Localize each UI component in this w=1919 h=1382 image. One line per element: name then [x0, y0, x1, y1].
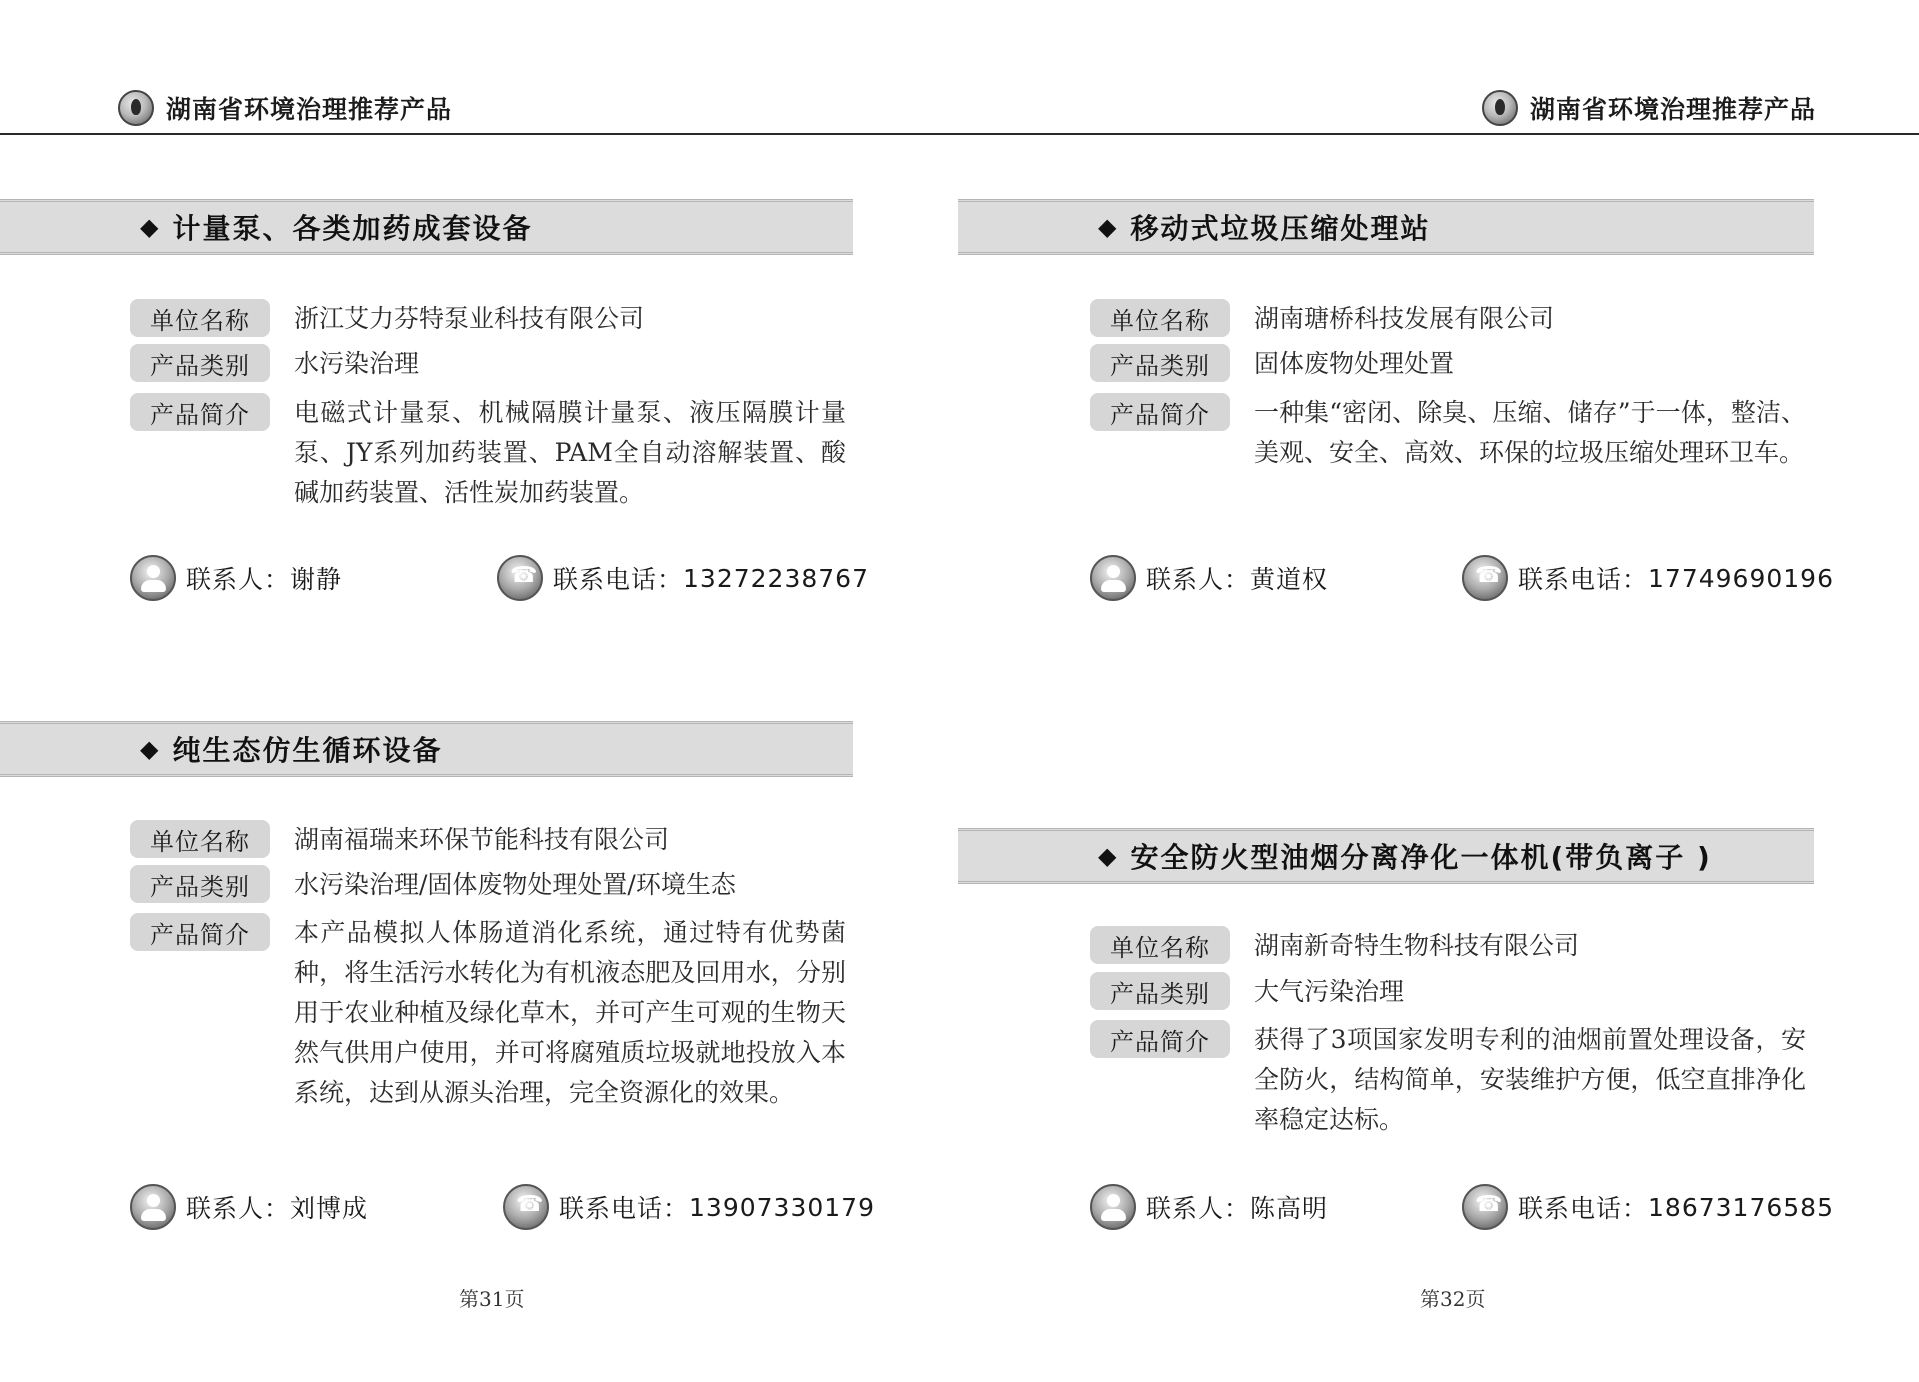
unit-tag: 单位名称 [130, 299, 270, 337]
company-name: 浙江艾力芬特泵业科技有限公司 [294, 304, 645, 333]
product-intro: 电磁式计量泵、机械隔膜计量泵、液压隔膜计量泵、JY系列加药装置、PAM全自动溶解装置、酸碱加药装置、活性炭加药装置。 [294, 398, 846, 507]
contact-phone [1462, 1182, 1834, 1232]
product-title: 计量泵、各类加药成套设备 [172, 212, 533, 245]
company-row [130, 299, 644, 339]
contact-name: 谢静 [290, 565, 343, 594]
person-icon [130, 555, 176, 601]
intro-row [1090, 393, 1806, 473]
phone-number: 13272238767 [683, 563, 869, 593]
product-title-bar [958, 199, 1814, 255]
company-name: 湖南新奇特生物科技有限公司 [1254, 931, 1580, 960]
product-intro: 本产品模拟人体肠道消化系统，通过特有优势菌种，将生活污水转化为有机液态肥及回用水，分别用于农业种植及绿化草木，并可产生可观的生物天然气供用户使用，并可将腐殖质垃圾就地投放入本系统，达到从源头治理，完全资源化的效果。 [294, 918, 846, 1107]
phone-label: 联系电话： [559, 1194, 690, 1223]
contact-label: 联系人： [1146, 565, 1251, 594]
intro-row [1090, 1020, 1806, 1140]
company-name: 湖南瑭桥科技发展有限公司 [1254, 304, 1555, 333]
product-category: 固体废物处理处置 [1254, 349, 1455, 378]
company-row [1090, 926, 1579, 966]
phone-icon [1462, 555, 1508, 601]
header-title: 湖南省环境治理推荐产品 [166, 95, 453, 124]
product-title-bar [0, 199, 853, 255]
contact-label: 联系人： [186, 565, 291, 594]
intro-row [130, 393, 846, 513]
contact-phone [503, 1182, 875, 1232]
contact-person [130, 553, 342, 603]
person-icon [1090, 555, 1136, 601]
contact-person [1090, 553, 1328, 603]
phone-number: 17749690196 [1648, 563, 1834, 593]
intro-tag: 产品简介 [1090, 393, 1230, 431]
logo-icon [1482, 90, 1518, 126]
contact-person [1090, 1182, 1328, 1232]
diamond-icon: ◆ [140, 735, 159, 763]
person-icon [1090, 1184, 1136, 1230]
category-row [130, 865, 736, 905]
header-divider [0, 133, 1919, 135]
contact-name: 陈高明 [1250, 1194, 1329, 1223]
product-title: 纯生态仿生循环设备 [172, 734, 443, 767]
phone-number: 18673176585 [1648, 1192, 1834, 1222]
category-row [130, 344, 419, 384]
contact-label: 联系人： [186, 1194, 291, 1223]
page-number-right: 第32页 [1420, 1287, 1486, 1311]
intro-tag: 产品简介 [130, 393, 270, 431]
contact-name: 刘博成 [290, 1194, 369, 1223]
phone-label: 联系电话： [1518, 565, 1649, 594]
header-left [118, 83, 452, 133]
person-icon [130, 1184, 176, 1230]
product-category: 水污染治理 [294, 349, 420, 378]
unit-tag: 单位名称 [1090, 299, 1230, 337]
company-row [130, 820, 669, 860]
phone-icon [503, 1184, 549, 1230]
contact-name: 黄道权 [1250, 565, 1329, 594]
phone-icon [1462, 1184, 1508, 1230]
contact-phone [497, 553, 869, 603]
phone-label: 联系电话： [553, 565, 684, 594]
product-title: 安全防火型油烟分离净化一体机(带负离子 ) [1130, 841, 1712, 874]
category-tag: 产品类别 [1090, 972, 1230, 1010]
category-row [1090, 344, 1454, 384]
unit-tag: 单位名称 [1090, 926, 1230, 964]
product-intro: 一种集“密闭、除臭、压缩、储存”于一体，整洁、美观、安全、高效、环保的垃圾压缩处理环卫车。 [1254, 398, 1806, 467]
phone-label: 联系电话： [1518, 1194, 1649, 1223]
intro-tag: 产品简介 [1090, 1020, 1230, 1058]
logo-icon [118, 90, 154, 126]
product-category: 大气污染治理 [1254, 977, 1405, 1006]
product-title-bar [958, 828, 1814, 884]
product-title-bar [0, 721, 853, 777]
contact-phone [1462, 553, 1834, 603]
category-tag: 产品类别 [130, 344, 270, 382]
company-row [1090, 299, 1554, 339]
diamond-icon: ◆ [1098, 842, 1117, 870]
page-number-left: 第31页 [459, 1287, 525, 1311]
contact-label: 联系人： [1146, 1194, 1251, 1223]
header-title: 湖南省环境治理推荐产品 [1530, 95, 1817, 124]
diamond-icon: ◆ [140, 213, 159, 241]
phone-number: 13907330179 [689, 1192, 875, 1222]
phone-icon [497, 555, 543, 601]
category-tag: 产品类别 [130, 865, 270, 903]
product-intro: 获得了3项国家发明专利的油烟前置处理设备，安全防火，结构简单，安装维护方便，低空直排净化率稳定达标。 [1254, 1025, 1806, 1134]
product-title: 移动式垃圾压缩处理站 [1130, 212, 1431, 245]
category-row [1090, 972, 1404, 1012]
unit-tag: 单位名称 [130, 820, 270, 858]
diamond-icon: ◆ [1098, 213, 1117, 241]
intro-row [130, 913, 846, 1113]
category-tag: 产品类别 [1090, 344, 1230, 382]
header-right [1482, 83, 1816, 133]
product-category: 水污染治理/固体废物处理处置/环境生态 [294, 870, 736, 899]
contact-person [130, 1182, 368, 1232]
company-name: 湖南福瑞来环保节能科技有限公司 [294, 825, 670, 854]
intro-tag: 产品简介 [130, 913, 270, 951]
